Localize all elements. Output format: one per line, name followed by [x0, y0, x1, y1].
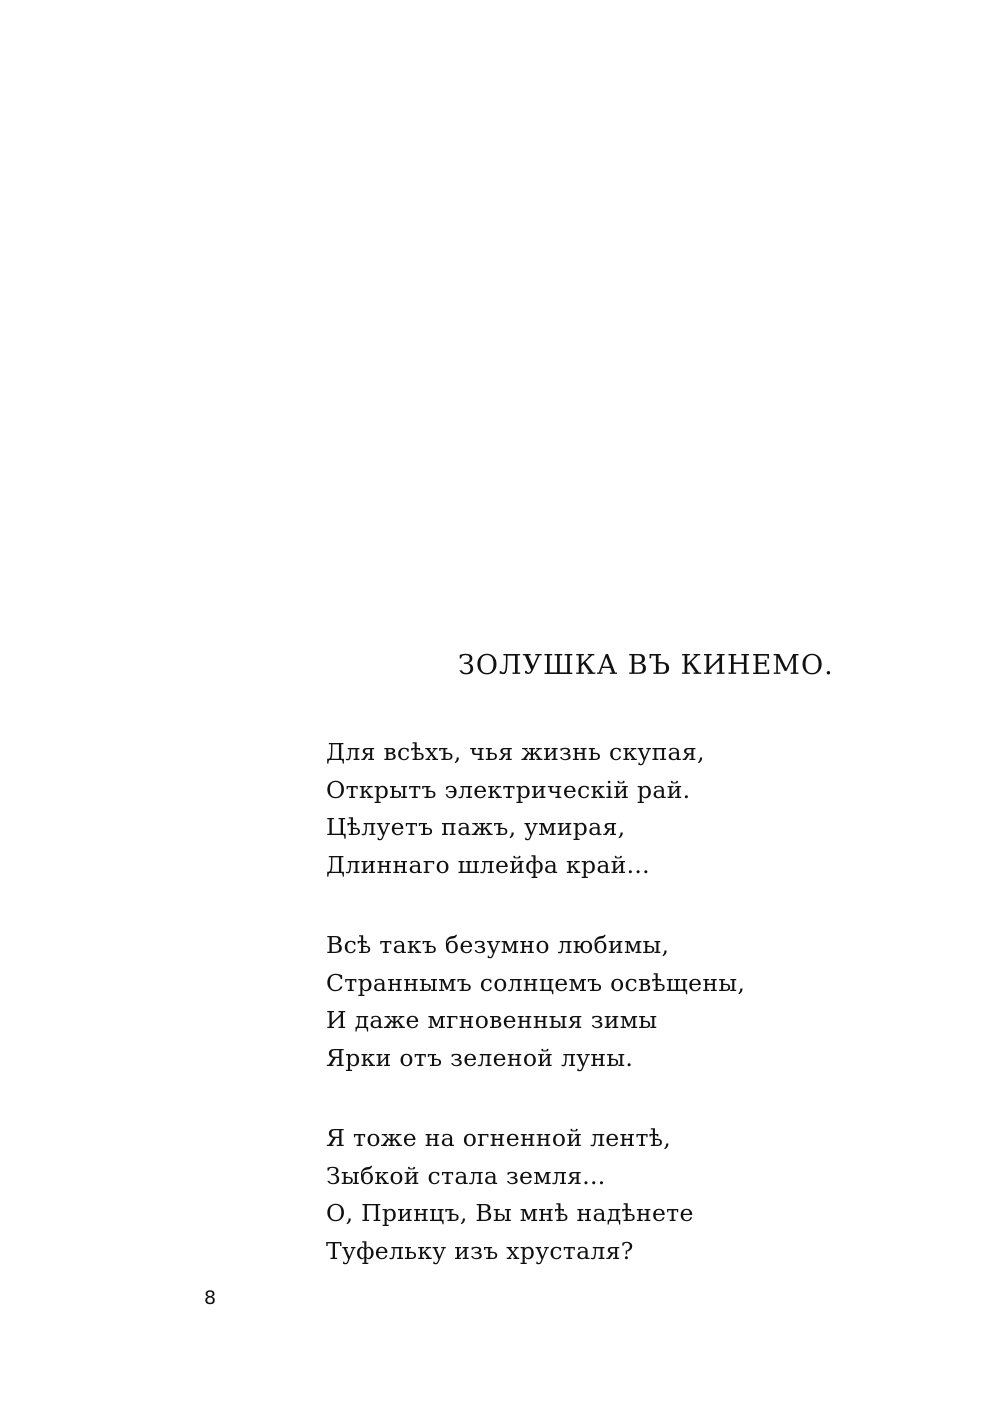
- poem-line: Я тоже на огненной лентѣ,: [326, 1124, 672, 1152]
- poem-line: Открытъ электрическій рай.: [326, 775, 691, 804]
- stanza-3: [326, 1120, 745, 1270]
- poem-line: Туфельку изъ хрусталя?: [326, 1236, 634, 1265]
- poem-body: [326, 734, 745, 1313]
- poem-line: Всѣ такъ безумно любимы,: [326, 931, 670, 959]
- poem-title: ЗОЛУШКА ВЪ КИНЕМО.: [458, 650, 834, 681]
- poem-line: Страннымъ солнцемъ освѣщены,: [326, 968, 746, 997]
- poem-line: О, Принцъ, Вы мнѣ надѣнете: [326, 1199, 694, 1227]
- poem-line: Ярки отъ зеленой луны.: [326, 1043, 634, 1072]
- poem-line: Для всѣхъ, чья жизнь скупая,: [326, 738, 705, 766]
- page-number: 8: [204, 1287, 217, 1309]
- poem-line: Зыбкой стала земля...: [326, 1161, 606, 1190]
- poem-line: Длиннаго шлейфа край...: [326, 850, 650, 879]
- stanza-1: [326, 734, 745, 884]
- poem-line: И даже мгновенныя зимы: [326, 1006, 658, 1034]
- poem-line: Цѣлуетъ пажъ, умирая,: [326, 813, 626, 841]
- stanza-2: [326, 927, 745, 1077]
